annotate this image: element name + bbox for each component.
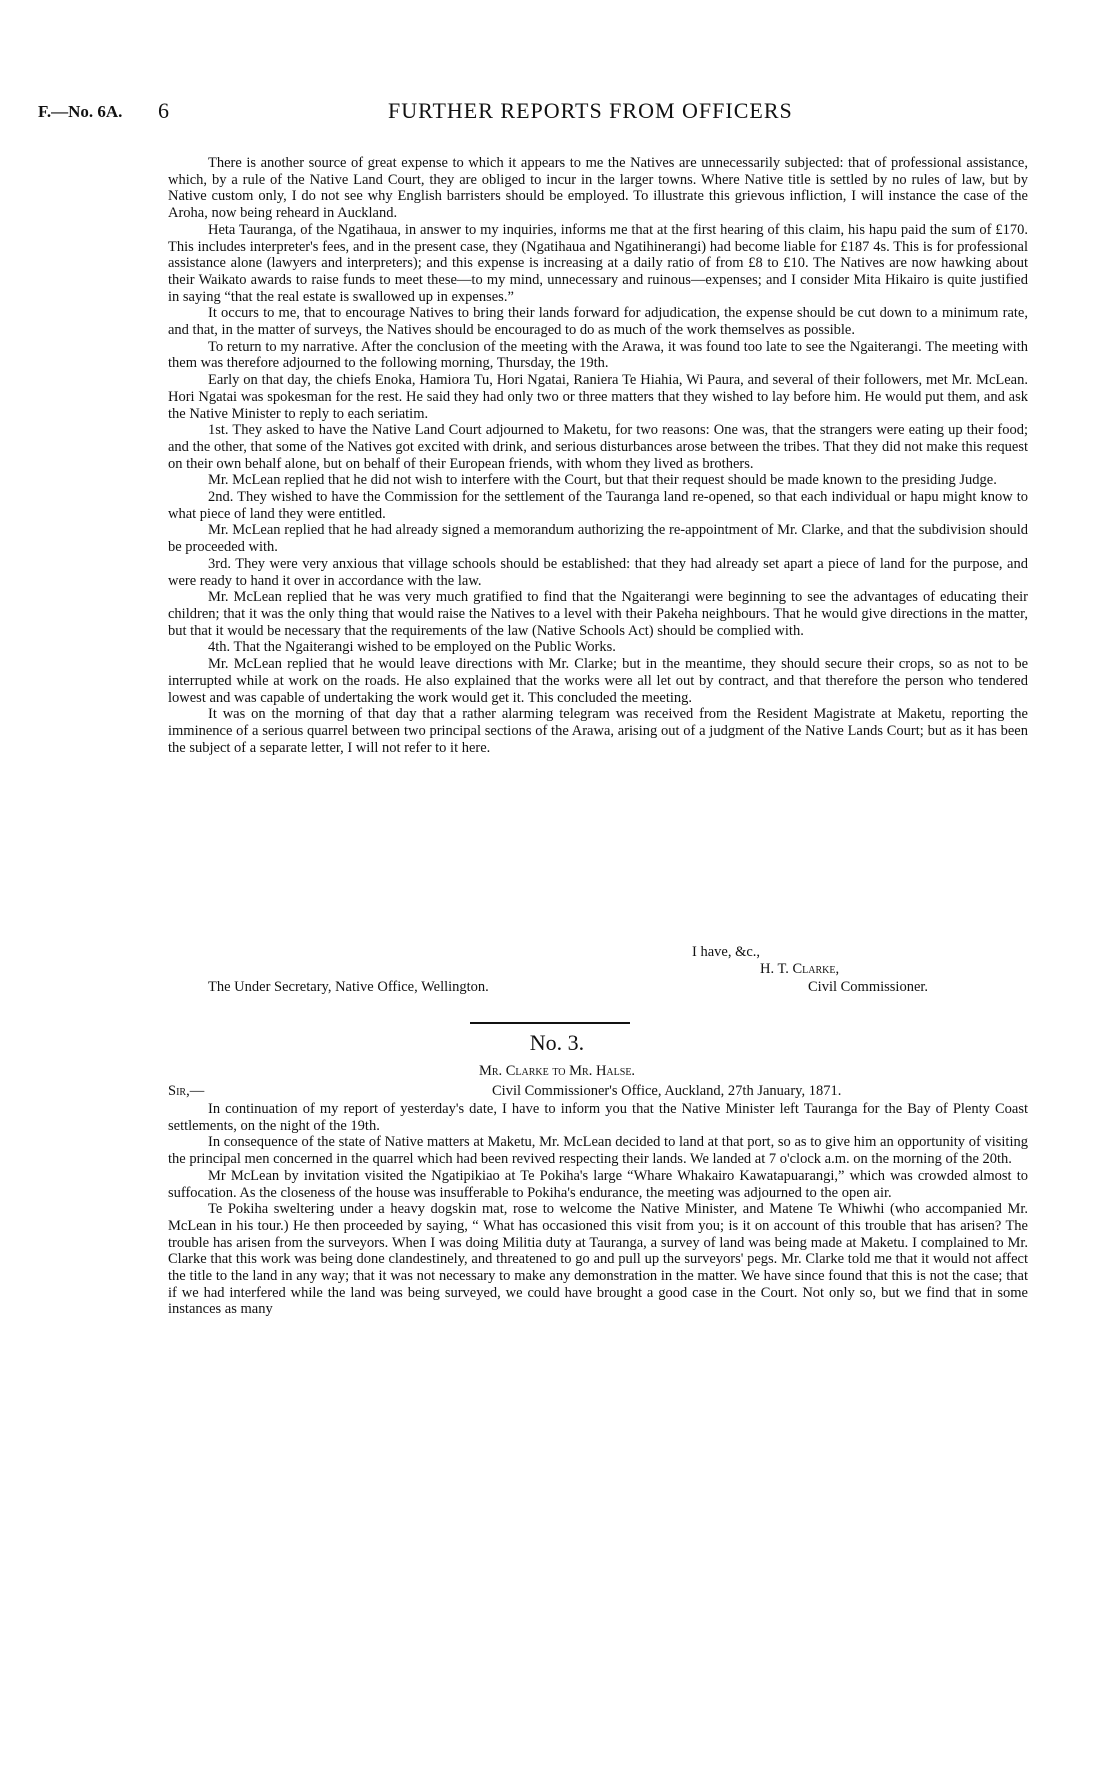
- paragraph: Mr. McLean replied that he would leave directions with Mr. Clarke; but in the meantime, they should secure their crops, so as not to be interrupted while at work on the roads. He also explained that the works were all let out by contract, and that therefore the person who tendered lowest and was capable of undertaking the work would get it. This concluded the meeting.: [168, 656, 1028, 706]
- paragraph: In continuation of my report of yesterday's date, I have to inform you that the Native Minister left Tauranga for the Bay of Plenty Coast settlements, on the night of the 19th.: [168, 1101, 1028, 1134]
- paragraph: Mr. McLean replied that he did not wish to interfere with the Court, but that their request should be made known to the presiding Judge.: [208, 472, 997, 489]
- paragraph: It occurs to me, that to encourage Natives to bring their lands forward for adjudication, the expense should be cut down to a minimum rate, and that, in the matter of surveys, the Natives should be encouraged to do as much of the work themselves as possible.: [168, 305, 1028, 339]
- letter-number: No. 3.: [529, 1030, 585, 1055]
- paragraph: To return to my narrative. After the conclusion of the meeting with the Arawa, it was found too late to see the Ngaiterangi. The meeting with them was therefore adjourned to the following morning, Thursday, the 19th.: [168, 338, 1028, 372]
- salutation: Sir,—: [168, 1083, 205, 1099]
- paragraph: 2nd. They wished to have the Commission for the settlement of the Tauranga land re-opened, so that each individual or hapu might know to what piece of land they were entitled.: [168, 489, 1028, 522]
- paragraph: 3rd. They were very anxious that village schools should be established: that they had already set apart a piece of land for the purpose, and were ready to hand it over in accordance with the law.: [168, 555, 1028, 589]
- paragraph: Mr. McLean replied that he was very much gratified to find that the Ngaiterangi were beginning to see the advantages of educating their children; that it was the only thing that would raise the Natives to a level with their Pakeha neighbours. That he would give directions in the matter, but that it would be necessary that the requirements of the law (Native Schools Act) should be complied with.: [168, 589, 1028, 639]
- paragraph: Mr. McLean replied that he had already signed a memorandum authorizing the re-appointment of Mr. Clarke, and that the subdivision should be proceeded with.: [168, 522, 1028, 556]
- signature-title: Civil Commissioner.: [808, 979, 929, 995]
- paragraph: Mr McLean by invitation visited the Ngatipikiao at Te Pokiha's large “Whare Whakairo Kawatapuarangi,” which was crowded almost to suffocation. As the closeness of the house was insufferable to Pokiha's endurance, the meeting was adjourned to the open air.: [168, 1167, 1028, 1201]
- paragraph: Te Pokiha sweltering under a heavy dogskin mat, rose to welcome the Native Minister, and Matene Te Whiwhi (who accompanied Mr. McLean in his tour.) He then proceeded by saying, “ What has occasioned this visit from you; is it on account of this trouble that has arisen? The trouble has arisen from the surveyors. When I was doing Militia duty at Tauranga, a survey of land was being made at Maketu. I complained to Mr. Clarke that this work was being done clandestinely, and threatened to go and pull up the surveyors' pegs. Mr. Clarke told me that it would not affect the title to the land in any way; that it was not necessary to make any demonstration in the matter. We have since found that this is not the case; that if we had interfered while the land was being surveyed, we could have brought a good case in the Court. Not only so, but we find that in some instances as many: [168, 1201, 1028, 1318]
- page-header: [38, 98, 1078, 132]
- signature-name: H. T. Clarke,: [760, 961, 840, 977]
- document-reference: F.—No. 6A.: [38, 102, 123, 121]
- letter-body: [168, 1101, 1028, 1318]
- paragraph: Early on that day, the chiefs Enoka, Hamiora Tu, Hori Ngatai, Raniera Te Hiahia, Wi Paura, and several of their followers, met Mr. McLean. Hori Ngatai was spokesman for the rest. He said they had only two or three matters that they wished to lay before him. He would put them, and ask the Native Minister to reply to each seriatim.: [168, 372, 1028, 422]
- page-number: 6: [158, 98, 169, 123]
- paragraph: It was on the morning of that day that a rather alarming telegram was received from the Resident Magistrate at Maketu, reporting the imminence of a serious quarrel between two principal sections of the Arawa, arising out of a judgment of the Native Lands Court; but as it has been the subject of a separate letter, I will not refer to it here.: [168, 706, 1028, 756]
- running-title: FURTHER REPORTS FROM OFFICERS: [388, 98, 793, 123]
- paragraph: 4th. That the Ngaiterangi wished to be employed on the Public Works.: [208, 639, 616, 656]
- addressee: The Under Secretary, Native Office, Wellington.: [208, 979, 489, 995]
- dateline: Civil Commissioner's Office, Auckland, 27th January, 1871.: [492, 1083, 842, 1099]
- section-divider: [470, 1022, 630, 1024]
- report-body: [168, 155, 1028, 756]
- paragraph: In consequence of the state of Native matters at Maketu, Mr. McLean decided to land at that port, so as to give him an opportunity of visiting the principal men concerned in the quarrel which had been revived respecting their lands. We landed at 7 o'clock a.m. on the morning of the 20th.: [168, 1134, 1028, 1168]
- paragraph: Heta Tauranga, of the Ngatihaua, in answer to my inquiries, informs me that at the first hearing of this claim, his hapu paid the sum of £170. This includes interpreter's fees, and in the present case, they (Ngatihaua and Ngatihinerangi) had become liable for £187 4s. This is for professional assistance alone (lawyers and interpreters); and this expense is increasing at a daily ratio of from £8 to £10. The Natives are now hawking about their Waikato awards to raise funds to meet these—to my mind, unnecessary and ruinous—expenses; and I consider Mita Hikairo is quite justified in saying “that the real estate is swallowed up in expenses.”: [168, 221, 1028, 305]
- paragraph: There is another source of great expense to which it appears to me the Natives are unnecessarily subjected: that of professional assistance, which, by a rule of the Native Land Court, they are obliged to incur in the larger towns. Where Native title is settled by no rules of law, but by Native custom only, I do not see why English barristers should be employed. To illustrate this grievous infliction, I will instance the case of the Aroha, now being reheard in Auckland.: [168, 155, 1028, 222]
- paragraph: 1st. They asked to have the Native Land Court adjourned to Maketu, for two reasons: One was, that the strangers were eating up their food; and the other, that some of the Natives got excited with drink, and serious disturbances arose between the tribes. That they did not make this request on their own behalf alone, but on behalf of their European friends, with whom they lived as brothers.: [168, 422, 1028, 472]
- letter-subtitle: Mr. Clarke to Mr. Halse.: [478, 1063, 636, 1079]
- letter-heading: [168, 1083, 1028, 1101]
- closing-phrase: I have, &c.,: [692, 944, 761, 960]
